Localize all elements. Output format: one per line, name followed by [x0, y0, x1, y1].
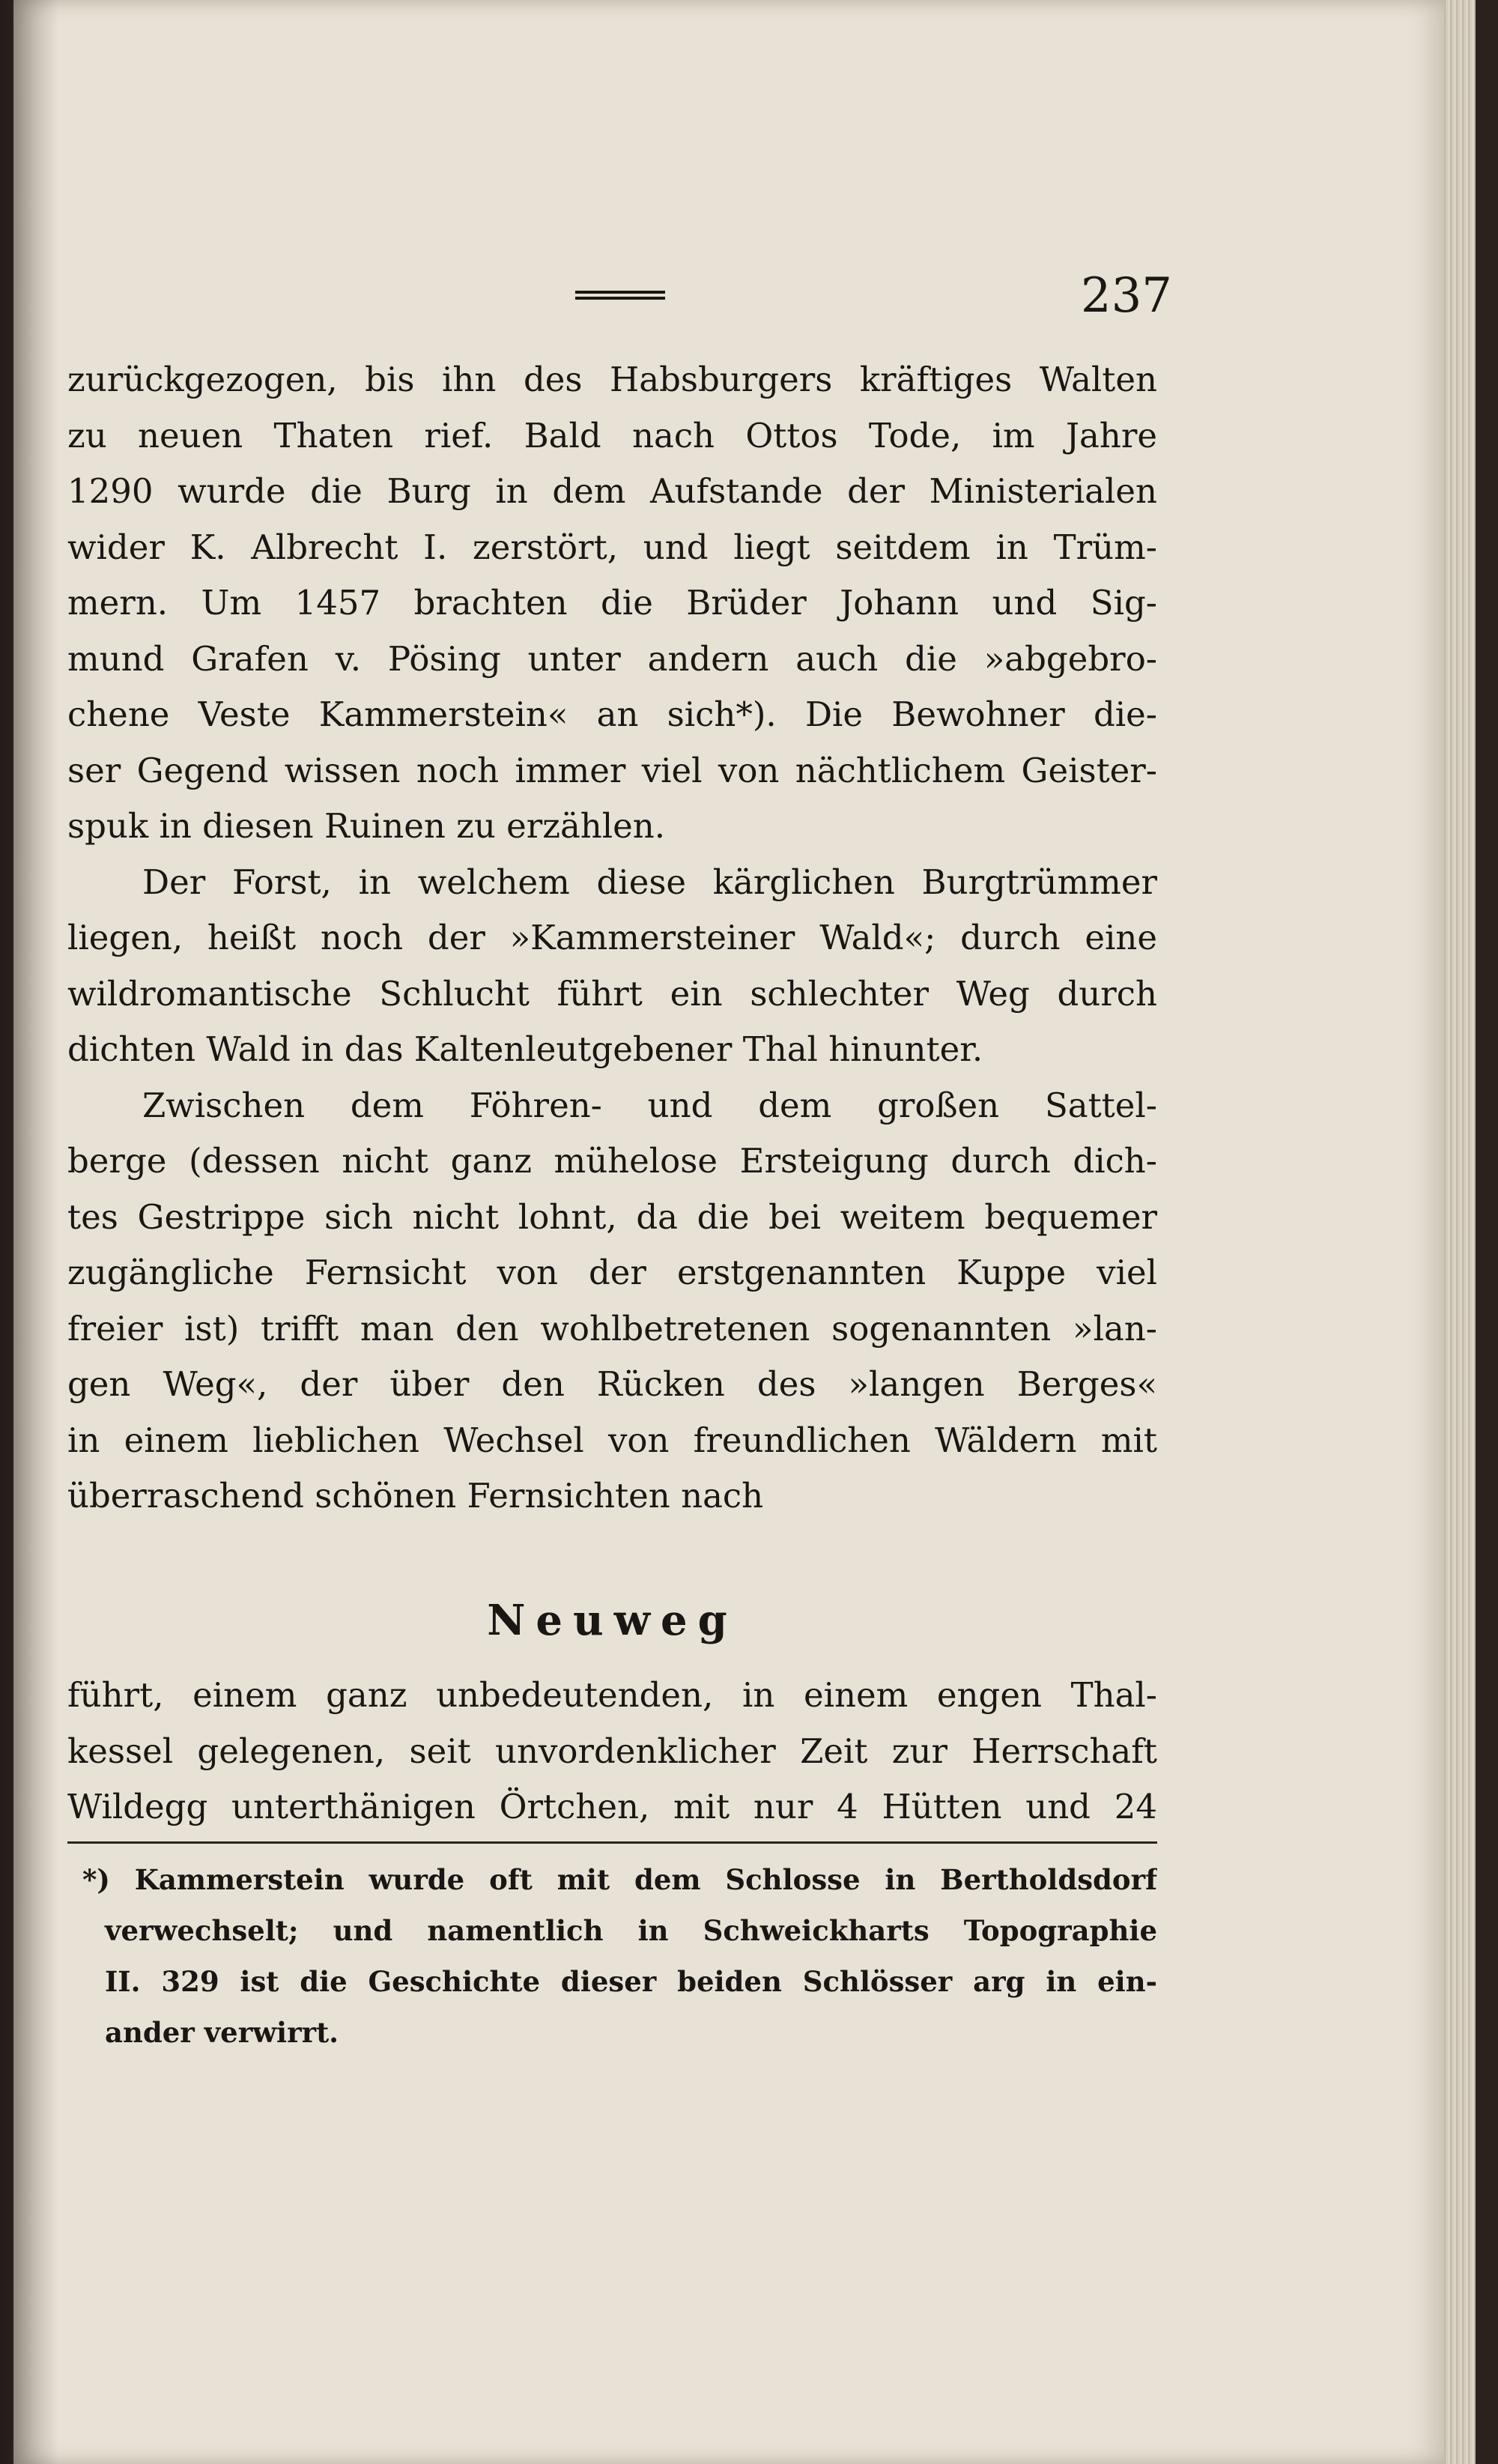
text-line: Zwischen dem Föhren- und dem großen Sattel-: [142, 1085, 1157, 1125]
text-line: Der Forst, in welchem diese kärglichen Burgtrümmer: [142, 862, 1157, 902]
text-line: tes Gestrippe sich nicht lohnt, da die bei weitem bequemer: [67, 1196, 1157, 1237]
text-line: dichten Wald in das Kaltenleutgebener Thal hinunter.: [67, 1029, 983, 1069]
footnote-line: verwechselt; und namentlich in Schweickharts Topographie: [105, 1914, 1157, 1947]
text-line: spuk in diesen Ruinen zu erzählen.: [67, 806, 666, 846]
footnote-line: II. 329 ist die Geschichte dieser beiden Schlösser arg in ein-: [105, 1965, 1157, 1998]
main-text-block: [67, 352, 1157, 1525]
continuation-text-block: [67, 1668, 1157, 1835]
text-line: liegen, heißt noch der »Kammersteiner Wald«; durch eine: [67, 918, 1157, 957]
text-line: in einem lieblichen Wechsel von freundlichen Wäldern mit: [67, 1420, 1157, 1460]
text-line: überraschend schönen Fernsichten nach: [67, 1476, 764, 1516]
text-line: führt, einem ganz unbedeutenden, in einem engen Thal-: [67, 1675, 1157, 1715]
text-line: gen Weg«, der über den Rücken des »langen Berges«: [67, 1364, 1157, 1404]
text-line: wider K. Albrecht I. zerstört, und liegt seitdem in Trüm-: [67, 527, 1157, 567]
text-line: berge (dessen nicht ganz mühelose Ersteigung durch dich-: [67, 1141, 1157, 1181]
text-line: freier ist) trifft man den wohlbetretenen sogenannten »lan-: [67, 1308, 1157, 1348]
footnote-line: *) Kammerstein wurde oft mit dem Schlosse in Bertholdsdorf: [82, 1863, 1157, 1896]
text-line: wildromantische Schlucht führt ein schlechter Weg durch: [67, 973, 1157, 1014]
text-line: mern. Um 1457 brachten die Brüder Johann und Sig-: [67, 583, 1157, 623]
footnote-line: ander verwirrt.: [105, 2016, 339, 2049]
text-line: mund Grafen v. Pösing unter andern auch die »abgebro-: [67, 638, 1157, 679]
text-line: chene Veste Kammerstein« an sich*). Die Bewohner die-: [67, 694, 1157, 734]
gutter-shadow: [13, 0, 58, 2464]
section-heading: Neuweg: [487, 1596, 738, 1645]
page-number: 237: [1080, 268, 1172, 324]
footnote-rule: [67, 1841, 1157, 1844]
text-line: zugängliche Fernsicht von der erstgenannten Kuppe viel: [67, 1253, 1157, 1292]
text-line: kessel gelegenen, seit unvordenklicher Zeit zur Herrschaft: [67, 1731, 1157, 1771]
text-line: zurückgezogen, bis ihn des Habsburgers kräftiges Walten: [67, 360, 1157, 399]
text-line: zu neuen Thaten rief. Bald nach Ottos Tode, im Jahre: [67, 415, 1157, 455]
header-rule: [575, 291, 665, 300]
footnote-block: [82, 1854, 1157, 2058]
text-line: ser Gegend wissen noch immer viel von nächtlichem Geister-: [67, 750, 1157, 790]
text-line: Wildegg unterthänigen Örtchen, mit nur 4 Hütten und 24: [67, 1787, 1157, 1826]
text-line: 1290 wurde die Burg in dem Aufstande der Ministerialen: [67, 471, 1157, 511]
